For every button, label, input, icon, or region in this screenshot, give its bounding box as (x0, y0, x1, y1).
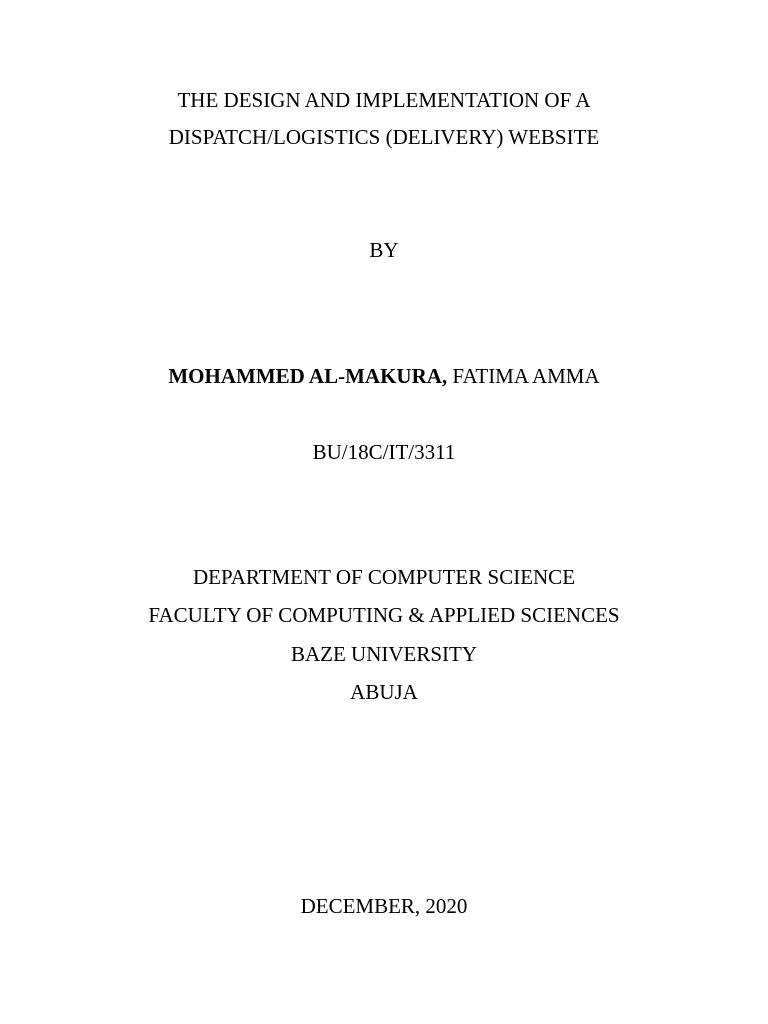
date: DECEMBER, 2020 (300, 894, 468, 918)
title-line-1: THE DESIGN AND IMPLEMENTATION OF A (177, 88, 591, 112)
by-label: BY (369, 238, 399, 262)
authors-line (0, 363, 768, 389)
matric-number: BU/18C/IT/3311 (312, 440, 456, 464)
university: BAZE UNIVERSITY (290, 642, 478, 666)
title-line-2: DISPATCH/LOGISTICS (DELIVERY) WEBSITE (168, 125, 600, 149)
author-secondary: FATIMA AMMA (452, 364, 600, 388)
department: DEPARTMENT OF COMPUTER SCIENCE (192, 565, 576, 589)
author-primary: MOHAMMED AL-MAKURA, (168, 364, 448, 388)
city: ABUJA (350, 680, 418, 704)
faculty: FACULTY OF COMPUTING & APPLIED SCIENCES (148, 603, 620, 627)
